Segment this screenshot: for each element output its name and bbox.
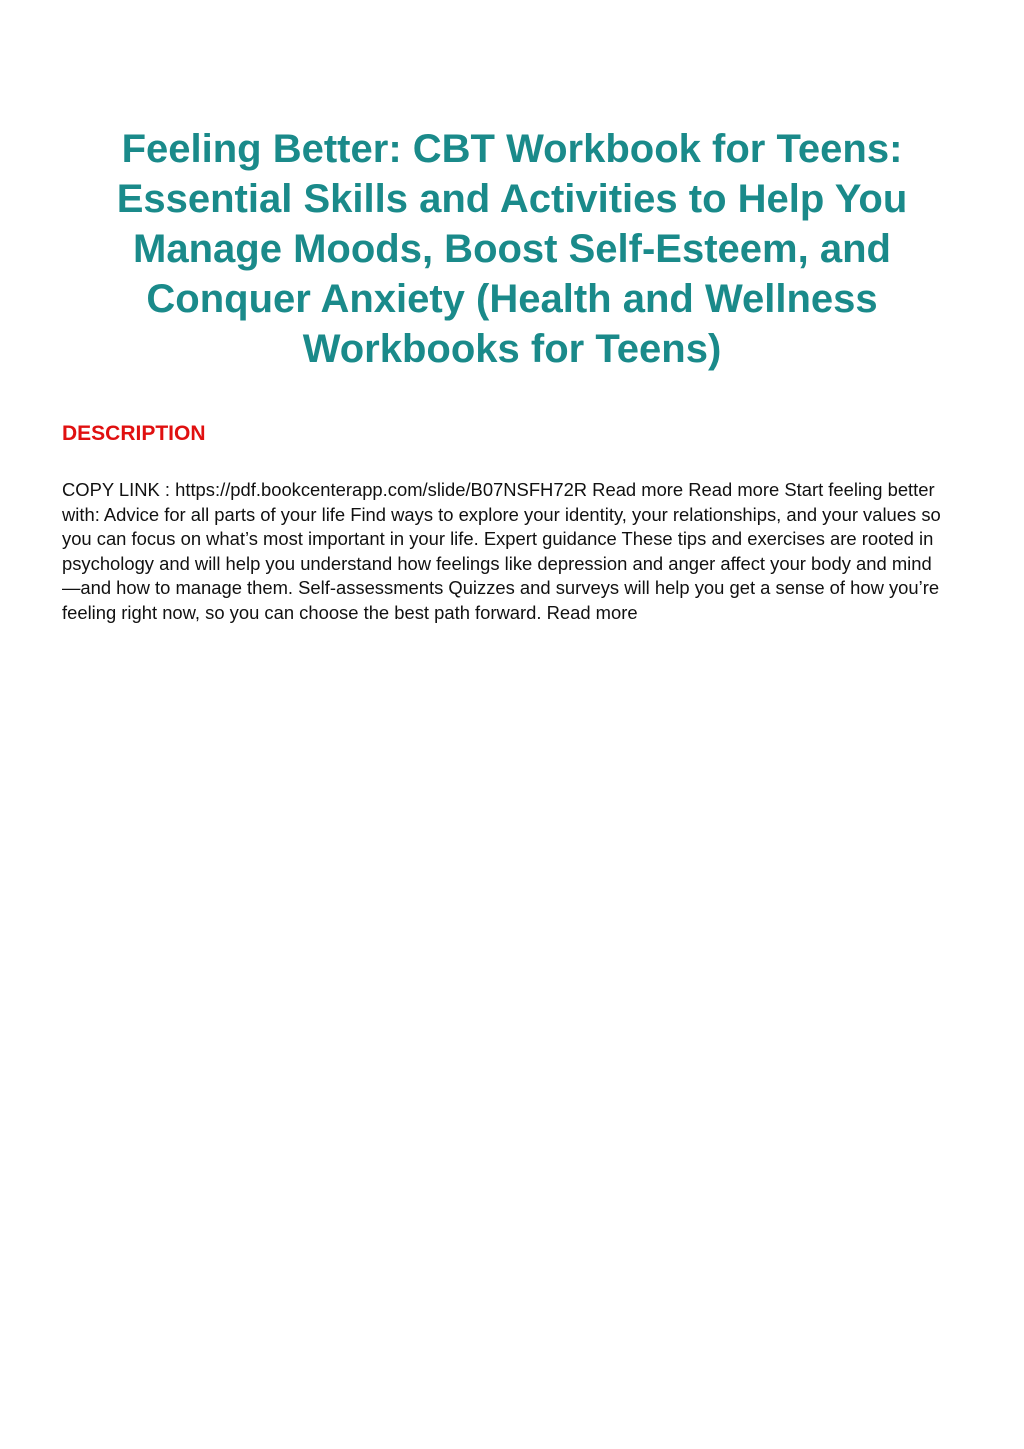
- description-heading: DESCRIPTION: [62, 422, 206, 445]
- description-text: COPY LINK : https://pdf.bookcenterapp.com/slide/B07NSFH72R Read more Read more Start feeling better with: Advice for all parts of your life Find ways to explore your identity, your relationships, and your values so you can focus on what’s most important in your life. Expert guidance These tips and exercises are rooted in psychology and will help you understand how feelings like depression and anger affect your body and mind—and how to manage them. Self-assessments Quizzes and surveys will help you get a sense of how you’re feeling right now, so you can choose the best path forward. Read more: [62, 479, 941, 623]
- book-title: Feeling Better: CBT Workbook for Teens: Essential Skills and Activities to Help You Manage Moods, Boost Self-Esteem, and Conquer Anxiety (Health and Wellness Workbooks for Teens): [116, 127, 908, 371]
